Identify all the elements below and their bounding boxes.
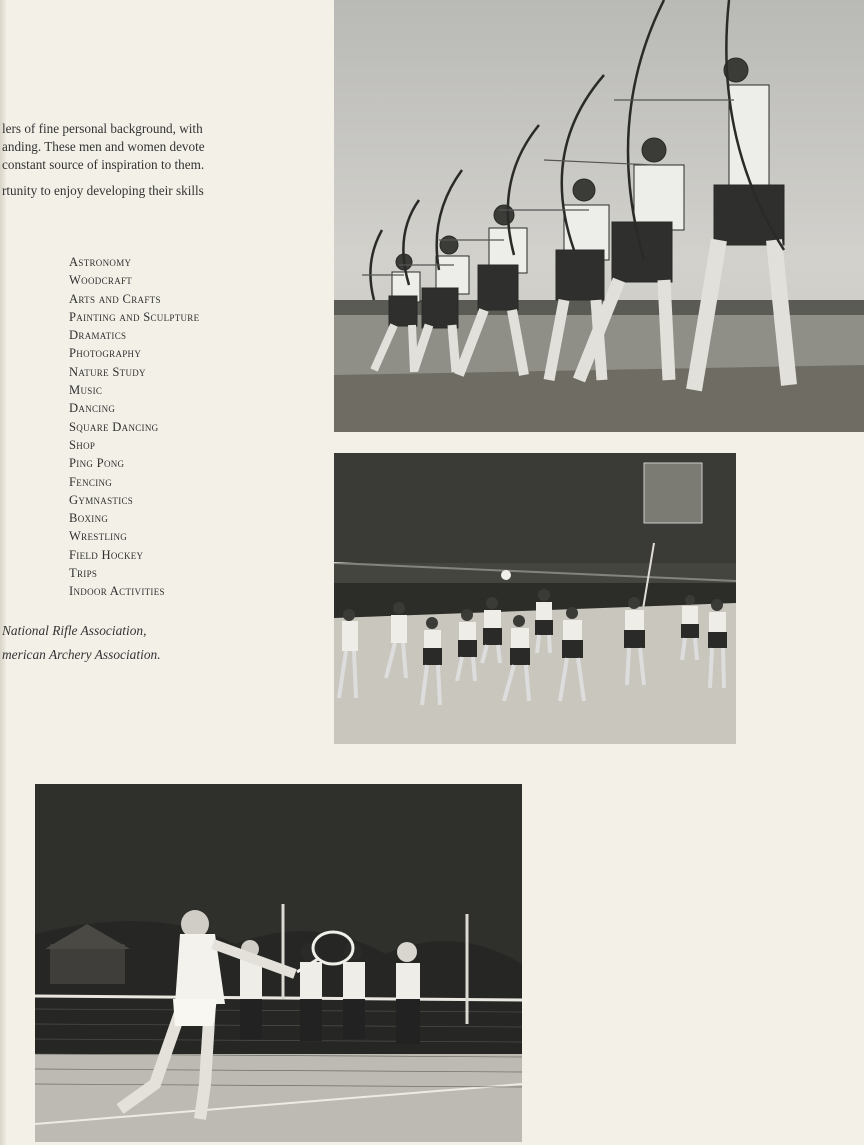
tennis-photo — [35, 784, 522, 1142]
activity-item: Wrestling — [69, 529, 128, 544]
activity-item: Trips — [69, 566, 98, 581]
activity-item: Shop — [69, 437, 96, 452]
archery-photo — [334, 0, 864, 432]
activity-item: Gymnastics — [69, 492, 134, 507]
activity-item: Fencing — [69, 474, 113, 489]
activity-item: Photography — [69, 346, 142, 361]
volleyball-photo — [334, 453, 736, 744]
activities-list — [69, 253, 199, 601]
activity-item: Arts and Crafts — [69, 291, 161, 306]
activity-item: Field Hockey — [69, 547, 144, 562]
activity-item: Nature Study — [69, 364, 146, 379]
activity-item: Painting and Sculpture — [69, 309, 200, 324]
activity-item: Dramatics — [69, 328, 127, 343]
affiliation-rifle: National Rifle Association, — [2, 623, 147, 638]
activity-item: Indoor Activities — [69, 584, 165, 599]
intro-line-2: anding. These men and women devote — [2, 139, 205, 154]
activity-item: Square Dancing — [69, 419, 159, 434]
activity-item: Astronomy — [69, 255, 132, 269]
activity-item: Woodcraft — [69, 273, 133, 288]
affiliations — [2, 619, 262, 667]
activity-item: Music — [69, 383, 103, 398]
intro-line-4: rtunity to enjoy developing their skills — [2, 183, 204, 198]
affiliation-archery: merican Archery Association. — [2, 647, 161, 662]
activity-item: Boxing — [69, 511, 109, 526]
intro-text — [2, 120, 264, 200]
activity-item: Ping Pong — [69, 456, 125, 471]
intro-line-1: lers of fine personal background, with — [2, 121, 203, 136]
activity-item: Dancing — [69, 401, 116, 416]
intro-line-3: constant source of inspiration to them. — [2, 157, 205, 172]
